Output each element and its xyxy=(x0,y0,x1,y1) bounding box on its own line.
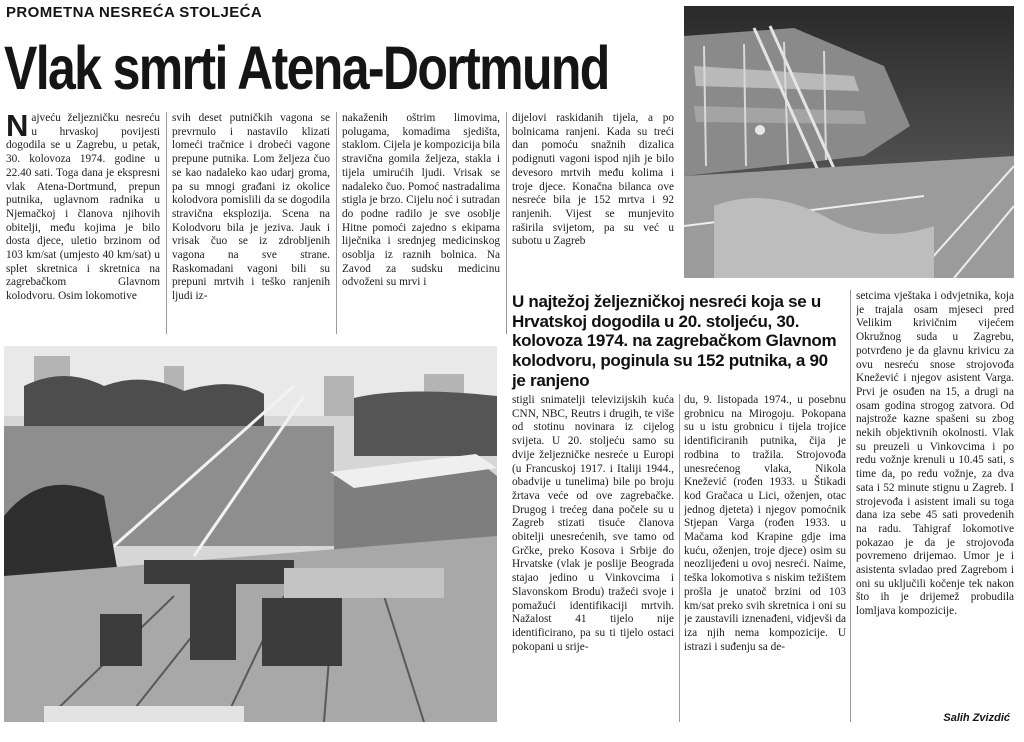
column-rule xyxy=(679,394,680,722)
article-column-7: setcima vještaka i odvjetnika, koja je trajala osam mjeseci pred Velikim krivičnim vijećem Okružnog suda u Zagrebu, potvrđeno je da glavnu krivicu za ovu nesreću snose strojovođa Knežević i njegov asistent Varga. Prvi je osuđen na 15, a drugi na osam godina strogog zatvora. Od najstrože kazne spašeni su zbog nekih objektivnih okolnosti. Vlak su preuzeli u Vinkovcima i po redu vožnje krenuli u 10.45 sati, s time da, po redu vožnje, za dva sata i 52 minute stignu u Zagreb. I strojevođa i asistent imali su toga dana iza sebe 45 sati provedenih na radu. Tahigraf lokomotive pokazao je da je strojovođa povremeno drijemao. Umor je i asistenta svladao pred Zagrebom i oni su uključili kočenje tek nakon što ih je drijemež probudila lomljava kompozicije. xyxy=(856,290,1014,618)
column-rule xyxy=(506,112,507,334)
wreckage-photo-icon xyxy=(684,6,1014,278)
column-rule xyxy=(336,112,337,334)
wreckage-photo xyxy=(684,6,1014,278)
article-headline: Vlak smrti Atena-Dortmund xyxy=(4,34,609,102)
article-subhead: U najtežoj željezničkoj nesreći koja se u Hrvatskoj dogodila u 20. stoljeću, 30. kolovoza 1974. na zagrebačkom Glavnom kolodvoru, poginula su 152 putnika, a 90 je ranjeno xyxy=(512,292,837,390)
station-aerial-photo-icon xyxy=(4,346,497,722)
article-column-3: nakaženih oštrim limovima, polugama, komadima sjedišta, staklom. Cijela je kompozicija bila stravična gomila željeza, stakla i tijela umirućih ljudi. Vrisak se nadaleko čuo. Pomoć nastradalima stigla je brzo. Cijelu noć i sutradan do podne radilo je sve osoblje Hitne pomoći zajedno s ekipama liječnika i srednjeg medicinskog osoblja iz raznih bolnica. Na Zavod za sudsku medicinu odvoženi su mrvi i xyxy=(342,112,500,289)
column-rule xyxy=(166,112,167,334)
drop-cap: N xyxy=(6,112,29,143)
article-kicker: PROMETNA NESREĆA STOLJEĆA xyxy=(6,4,263,21)
article-column-4: dijelovi raskidanih tijela, a po bolnicama ranjeni. Kada su treći dan pomoću snažnih dizalica podignuti vagoni ispod njih je bilo devesoro mrtvih među kolima i troje djece. Konačna bilanca ove nesreće bila je 152 mrtva i 92 ranjenih. Vijest se munjevito raširila svijetom, pa su već u subotu u Zagreb xyxy=(512,112,674,248)
author-byline: Salih Zvizdić xyxy=(943,712,1010,724)
article-column-2: svih deset putničkih vagona se prevrnulo i nastavilo klizati lomeći tračnice i drobeći vagone prepune putnika. Lom željeza čuo se kao nadaleko kao udarj groma, pa su mnogi građani iz okolice kolodvora pomislili da se dogodila stravična eksplozija. Scena na Kolodvoru bila je jeziva. Jauk i vrisak čuo se iz zdrobljenih vagona na sve strane. Raskomadani vagoni bili su prepuni mrtvih i teško ranjenih ljudi iz- xyxy=(172,112,330,303)
article-column-6: du, 9. listopada 1974., u posebnu grobnicu na Mirogoju. Pokopana su u istu grobnicu i tijela trojice identificiranih putnika, čija je rodbina to tražila. Strojovođa unesrećenog vlaka, Nikola Knežević (rođen 1933. u Štikadi kod Gračaca u Lici, oženjen, otac jednog djeteta) i njegov pomoćnik Stjepan Varga (rođen 1933. u Mačama kod Krapine gdje ima kuću, oženjen, troje djece) osim su neozlijeđeni u ovoj nesreći. Naime, teška lokomotiva s niskim težištem prošla je unatoč brzini od 103 km/sat preko svih skretnica i oni su je zaustavili iznenađeni, vidjevši da iza njih nema kompozicije. U istrazi i suđenju sa de- xyxy=(684,394,846,653)
station-aerial-photo xyxy=(4,346,497,722)
article-column-1 xyxy=(6,112,160,334)
article-column-5: stigli snimatelji televizijskih kuća CNN, NBC, Reutrs i drugih, te više od stotinu novinara iz cijelog svijeta. U 20. stoljeću samo su dvije željezničke nesreće u Europi (u Francuskoj 1917. i Italiji 1944., obadvije u tunelima) bile po broju žrtava veće od ove zagrebačke. Drugog i trećeg dana počele su u Zagreb stizati tisuće članova obitelji unesrećenih, sve tamo od Grčke, preko Kosova i Srbije do Hrvatske (vlak je poslije Beograda stajao jedino u Vinkovcima i Slavonskom Brodu) tražeći svoje i pomažući identifikaciji mrtvih. Nažalost 41 tijelo nije identificirano, pa su ti tijelo ostaci pokopani u srije- xyxy=(512,394,674,653)
column-1-text: ajveću željezničku nesreću u hrvaskoj povijesti dogodila se u Zagrebu, u petak, 30. kolovoza 1974. godine u 22.40 sati. Toga dana je ekspresni vlak Atena-Dortmund, prepun putnika, uglavnom radnika u Njemačkoj i članova njihovih obitelji, među kojima je bilo dosta djece, uletio brzinom od 103 km/sat (umjesto 40 km/sat) u splet skretnica i skretnica na zagrebačkom Glavnom kolodvoru. Osim lokomotive xyxy=(6,112,160,303)
column-rule xyxy=(850,290,851,722)
